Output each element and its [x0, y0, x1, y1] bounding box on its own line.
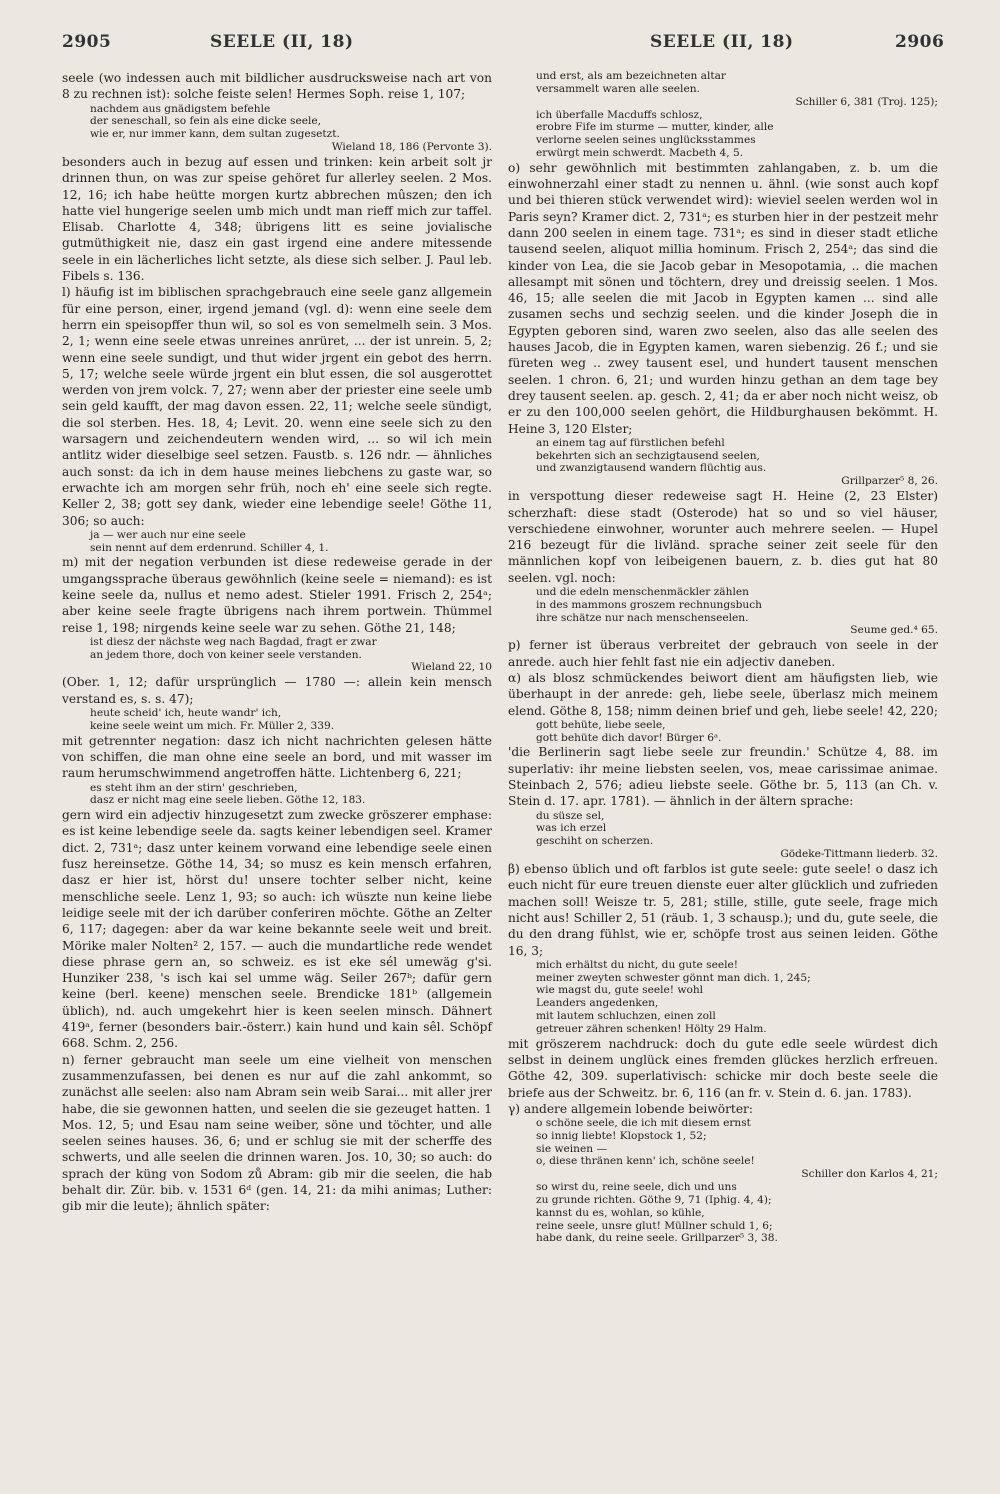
citation-source: Schiller don Karlos 4, 21; — [801, 1168, 938, 1181]
quotation: ist diesz der nächste weg nach Bagdad, fragt er zwar an jedem thore, doch von keiner seele verstanden. — [90, 635, 377, 661]
left-column — [62, 70, 492, 1215]
right-column — [508, 70, 938, 1245]
entry-paragraph: l) häufig ist im biblischen sprachgebrauch eine seele ganz allgemein für eine person, einer, irgend jemand (vgl. d): wenn eine seele dem herrn ein speisopffer thun wil, so sol es von semelmelh sein. 3 Mos. 2, 1; wenn eine seele etwas unreines anrüret, ... der ist unrein. 5, 2; wenn eine seele sundigt, und thut wider jrgent ein gebot des herrn. 5, 17; welche seele würde jrgent ein blut essen, die sol ausgerottet werden von jrem volck. 7, 27; wenn aber der priester eine seele umb sein geld kaufft, der mag davon essen. 22, 11; welche seele sündigt, die sol sterben. Hes. 18, 4; Levit. 20. wenn eine seele sich zu den warsagern und zeichendeutern wenden wird, ... so wil ich mein antlitz wider dieselbige seel setzen. Faustb. s. 126 ndr. — ähnliches auch sonst: da ich in dem hause meines liebchens zu gaste war, so erwachte ich am morgen sehr früh, noch eh' eine seele sich regte. Keller 2, 38; gott sey dank, wieder eine lebendige seele! Göthe 11, 306; so auch: — [62, 285, 492, 528]
quotation: mich erhältst du nicht, du gute seele! meiner zweyten schwester gönnt man dich. 1, 245; — [536, 958, 811, 984]
quotation: gott behüte, liebe seele, gott behüte dich davor! Bürger 6ᵃ. — [536, 718, 722, 744]
entry-paragraph: m) mit der negation verbunden ist diese redeweise gerade in der umgangssprache überaus gewöhnlich (keine seele = niemand): es ist keine seele da, nullus et nemo adest. Stieler 1991. Frisch 2, 254ᵃ; aber keine seele fragte übrigens nach ihrem portwein. Thümmel reise 1, 198; nirgends keine seele war zu sehen. Göthe 21, 148; — [62, 555, 492, 635]
quotation: kannst du es, wohlan, so kühle, reine seele, unsre glut! Müllner schuld 1, 6; habe dank, du reine seele. Grillparzer⁵ 3, 38. — [536, 1206, 778, 1245]
right-page-number: 2906 — [895, 32, 945, 52]
quotation: du süsze sel, was ich erzel geschiht on scherzen. — [536, 809, 654, 848]
left-running-title: SEELE (II, 18) — [210, 32, 354, 52]
entry-paragraph: n) ferner gebraucht man seele um eine vielheit von menschen zusammenzufassen, bei denen es nur auf die zahl ankommt, so zunächst alle seelen: also nam Abram sein weib Sarai... mit aller jrer habe, die sie gewonnen hatten, und seelen die sie gezeuget hatten. 1 Mos. 12, 5; und Esau nam seine weiber, söne und töchter, und alle seelen seines hauses. 36, 6; und er schlug sie mit der scherffe des schwerts, und alle seelen die drinnen waren. Jos. 10, 30; so auch: do sprach der küng von Sodom zů Abram: gib mir die seelen, die hab behalt dir. Zür. bib. v. 1531 6ᵈ (gen. 14, 21: da mihi animas; Luther: gib mir die leute); ähnlich später: — [62, 1052, 492, 1214]
entry-paragraph: (Ober. 1, 12; dafür ursprünglich — 1780 —: allein kein mensch verstand es, s. s. 47); — [62, 675, 492, 706]
entry-paragraph: α) als blosz schmückendes beiwort dient am häufigsten lieb, wie überhaupt in der anrede: geh, liebe seele, überlasz mich meinem elend. Göthe 8, 158; nimm deinen brief und geh, liebe seele! 42, 220; — [508, 670, 938, 718]
citation-source: Grillparzer⁵ 8, 26. — [841, 475, 938, 488]
quotation: und erst, als am bezeichneten altar versammelt waren alle seelen. — [536, 70, 726, 95]
citation-source: Wieland 22, 10 — [411, 661, 492, 674]
entry-paragraph: mit gröszerem nachdruck: doch du gute edle seele würdest dich selbst in deinem unglück eines fremden glückes herzlich erfreuen. Göthe 42, 309. superlativisch: schicke mir doch beste seele die briefe aus der Schweitz. br. 6, 116 (an fr. v. Stein d. 6. jan. 1783). — [508, 1036, 938, 1100]
quotation: o schöne seele, die ich mit diesem ernst so innig liebte! Klopstock 1, 52; — [536, 1117, 751, 1142]
quotation: an einem tag auf fürstlichen befehl bekehrten sich an sechzigtausend seelen, und zwanzigtausend wandern flüchtig aus. — [536, 436, 767, 475]
entry-paragraph: mit getrennter negation: dasz ich nicht nachrichten gelesen hätte von schiffen, die man ohne eine seele an bord, und mit wasser im raum herumschwimmend angetroffen hätte. Lichtenberg 6, 221; — [62, 733, 492, 781]
citation-source: Wieland 18, 186 (Pervonte 3). — [331, 140, 492, 153]
entry-paragraph: 'die Berlinerin sagt liebe seele zur freundin.' Schütze 4, 88. im superlativ: ihr meine liebsten seelen, vos, meae carissimae animae. Steinbach 2, 576; adieu liebste seele. Göthe br. 5, 113 (an Ch. v. Stein d. 17. apr. 1781). — ähnlich in der ältern sprache: — [508, 745, 938, 809]
quotation: so wirst du, reine seele, dich und uns zu grunde richten. Göthe 9, 71 (Iphig. 4, 4); — [536, 1181, 772, 1207]
quotation: nachdem aus gnädigstem befehle der seneschall, so fein als eine dicke seele, wie er, nur immer kann, dem sultan zugesetzt. — [90, 102, 340, 141]
right-running-title: SEELE (II, 18) — [650, 32, 794, 52]
quotation: ich überfalle Macduffs schlosz, erobre Fife im sturme — mutter, kinder, alle verlorne seelen seines unglücksstammes erwürgt mein schwerdt. Macbeth 4, 5. — [536, 108, 774, 159]
quotation: sie weinen — o, diese thränen kenn' ich, schöne seele! — [536, 1142, 755, 1168]
quotation: und die edeln menschenmäckler zählen in des mammons groszem rechnungsbuch ihre schätze nur nach menschenseelen. — [536, 586, 762, 624]
citation-source: Schiller 6, 381 (Troj. 125); — [795, 95, 938, 108]
left-page-number: 2905 — [62, 32, 112, 52]
entry-paragraph: o) sehr gewöhnlich mit bestimmten zahlangaben, z. b. um die einwohnerzahl einer stadt zu nennen u. ähnl. (wie sonst auch kopf und bei thieren stück verwendet wird): wieviel seelen werden wol in Paris seyn? Kramer dict. 2, 731ᵃ; es sturben hier in der pestzeit mehr dann 200 seelen in einem tage. 731ᵃ; es sind in dieser stadt etliche tausend seelen, aliquot millia hominum. Frisch 2, 254ᵃ; das sind die kinder von Lea, die sie Jacob gebar in Mesopotamia, .. die machen allesampt mit sönen und töchtern, drey und dreissig seelen. 1 Mos. 46, 15; alle seelen die mit Jacob in Egypten kamen ... sind alle zusamen sechs und sechzig seelen. und die kinder Joseph die in Egypten geboren sind, waren zwo seelen, also das alle seelen des hauses Jacob, die in Egypten kamen, waren siebenzig. 26 f.; und sie füreten weg .. zwey tausent esel, und hundert tausent menschen seelen. 1 chron. 6, 21; und wurden hinzu gethan an dem tage bey drey tausent seelen. ap. gesch. 2, 41; da er aber noch nicht weisz, ob er zu den 100,000 seelen gehört, die Hildburghausen bekömmt. H. Heine 3, 120 Elster; — [508, 160, 938, 436]
entry-paragraph: in verspottung dieser redeweise sagt H. Heine (2, 23 Elster) scherzhaft: diese stadt (Osterode) hat so und so viel häuser, verschiedene einwohner, worunter auch mehrere seelen. — Hupel 216 bezeugt für die livländ. sprache seiner zeit seele für den männlichen kopf von leibeigenen bauern, z. b. dies gut hat 80 seelen. vgl. noch: — [508, 489, 938, 585]
entry-paragraph: gern wird ein adjectiv hinzugesetzt zum zwecke gröszerer emphase: es ist keine lebendige seele da. sagts keiner lebendigen seel. Kramer dict. 2, 731ᵃ; dasz unter keinem vorwand eine lebendige seele einen fusz hereinsetze. Göthe 14, 34; so musz es kein mensch erfahren, dasz er hier ist, hörst du! unsere tochter selber nicht, keine menschliche seele. Lenz 1, 93; so auch: ich wüszte nun keine liebe leidige seele mit der ich darüber conferiren möchte. Göthe an Zelter 6, 117; dagegen: aber da war keine bekannte seele weit und breit. Mörike maler Nolten² 2, 157. — auch die mundartliche rede wendet diese phrase gern an, so schweiz. es ist eke sél umewäg g'si. Hunziker 238, 's isch kai sel umme wäg. Seiler 267ᵇ; dafür gern keine (berl. keene) menschen seele. Brendicke 181ᵇ (allgemein üblich), nd. auch umgekehrt hier is keen seelen minsch. Dähnert 419ᵃ, ferner (besonders bair.-österr.) kain hund und kain sêl. Schöpf 668. Schm. 2, 256. — [62, 808, 492, 1051]
quotation: heute scheid' ich, heute wandr' ich, keine seele weint um mich. Fr. Müller 2, 339. — [90, 707, 335, 732]
entry-paragraph: seele (wo indessen auch mit bildlicher ausdrucksweise nach art von 8 zu rechnen ist): solche feiste selen! Hermes Soph. reise 1, 107; — [62, 71, 492, 102]
entry-paragraph: besonders auch in bezug auf essen und trinken: kein arbeit solt jr drinnen thun, on was zur speise gehöret fur allerley seelen. 2 Mos. 12, 16; ich habe heütte morgen kurtz abbrechen mûszen; den ich hatte viel hungerige seelen umb mich undt man rieff mich zur taffel. Elisab. Charlotte 4, 348; übrigens litt es seine jovialische gutmüthigkeit nie, dasz ein gast irgend eine andere mitessende seele in ein lächerliches licht setzte, als diese sich selber. J. Paul leb. Fibels s. 136. — [62, 154, 492, 284]
citation-source: Seume ged.⁴ 65. — [850, 624, 938, 637]
quotation: es steht ihm an der stirn' geschrieben, dasz er nicht mag eine seele lieben. Göthe 12, 183. — [90, 781, 366, 807]
entry-paragraph: p) ferner ist überaus verbreitet der gebrauch von seele in der anrede. auch hier fehlt fast nie ein adjectiv daneben. — [508, 638, 938, 669]
citation-source: Gödeke-Tittmann liederb. 32. — [780, 848, 938, 861]
entry-paragraph: β) ebenso üblich und oft farblos ist gute seele: gute seele! o dasz ich euch nicht für eure treuen dienste euer alter glücklich und zufrieden machen soll! Weisze tr. 5, 281; stille, stille, gute seele, frage mich nicht aus! Schiller 2, 51 (räub. 1, 3 schausp.); und du, gute seele, die du den drang fühlst, wie er, schöpfe trost aus seinen leiden. Göthe 16, 3; — [508, 862, 938, 958]
quotation: ja — wer auch nur eine seele sein nennt auf dem erdenrund. Schiller 4, 1. — [90, 528, 329, 554]
entry-paragraph: γ) andere allgemein lobende beiwörter: — [508, 1101, 753, 1116]
quotation: wie magst du, gute seele! wohl Leanders angedenken, mit lautem schluchzen, einen zoll getreuer zähren schenken! Hölty 29 Halm. — [536, 984, 767, 1035]
